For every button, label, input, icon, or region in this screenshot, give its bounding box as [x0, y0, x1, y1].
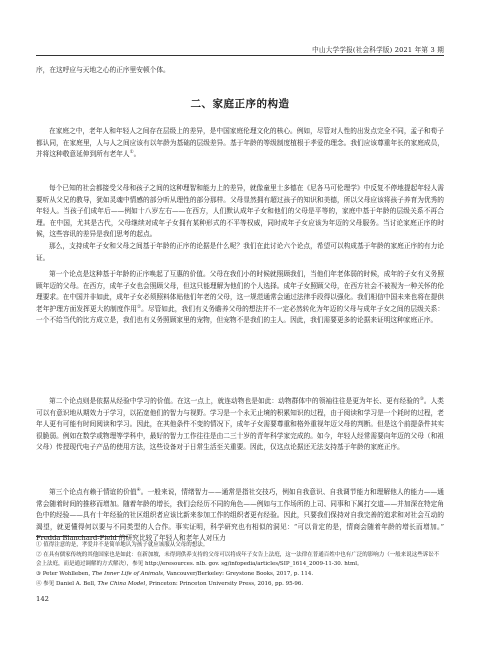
- paragraph-5: [36, 396, 444, 454]
- paragraph-3: 那么，支持成年子女和父母之间基于年龄的正序的论据是什么呢？我们在此讨论六个论点，希望可以构成基于年龄的家庭正序的有力论证。: [36, 242, 444, 262]
- footnote-2: [36, 551, 444, 568]
- footnote-ref-4[interactable]: ④: [136, 487, 141, 493]
- footnote-3: [36, 570, 444, 579]
- paragraph-6-text-a: 第三个论点有赖于情谊的价值: [49, 488, 137, 496]
- paragraph-6-text-b: 。一般来说，情绪智力——通常是指社交技巧，例如自我意识、自我调节能力和理解他人的能力——通常会随着时间的推移而增加。随着年龄的增长，我们会经历不同的角色——例如与工作场所的上司、同事和下属打交道——并加深在特定角色中的经验——具有十年经验的社区组织者应该比新来参加工作的组织者更有经验。因此，只要我们保持对自我完善的追求和对社会互动的渴望，就更懂得何以要与不同类型的人合作。事实证明，科学研究也有相似的洞见：“可以肯定的是，情商会随着年龄的增长而增加。” Fredda Blanchard-Field 的研究比较了年轻人和老年人对压力: [36, 488, 444, 543]
- footnote-1: [36, 541, 444, 550]
- footnote-rule: [36, 536, 128, 537]
- paragraph-1-text: 在家庭之中，老年人和年轻人之间存在层级上的差异，是中国家庭伦理文化的核心。例如，尽管对人性的出发点完全不同，孟子和荀子都认同，在家庭里，人与人之间应该有以年龄为基础的层级差异。基于年龄的等级制度植根于孝爱的理念。我们应该尊重年长的家庭成员，并将这种敬意延伸到所有老年人: [36, 127, 444, 159]
- footnote-text: 值得注意的是，孝爱并不是简单地认为孩子就应该服从父母的想法。: [43, 542, 209, 548]
- paragraph-5-text-a: 第二个论点则是依据从经验中学习的价值。在这一点上，就连动物也是如此：动物群体中的领袖往往是更为年长、更有经验的: [49, 397, 420, 405]
- paragraph-4: [36, 269, 444, 327]
- paragraph-1-end: 。: [133, 150, 141, 159]
- journal-name: 中山大学学报(社会科学版): [312, 46, 393, 54]
- paragraph-2: 每个已知的社会都接受父母和孩子之间的这种理智和能力上的差异，就像童里士多德在《尼各马可伦理学》中反复不停地提起年轻人需要听从父兄的教导，犹如灵魂中情感的部分听从理性的部分那样。父母显然拥有超过孩子的知识和美德，所以父母应该将孩子养育为优秀的年轻人。当孩子们成年后——例如十八岁左右——在西方，人们默认成年子女和他们的父母是平等的，家庭中基于年龄的层级关系不再合理。在中国，尤其是古代，父母继续对成年子女拥有某种形式的不平等权威，同时成年子女应该为年迈的父母服务。当讨论家庭正序的时候，这些容讯的差异是我们思考的起点。: [36, 184, 444, 239]
- footnote-ref-1[interactable]: ①: [129, 149, 134, 155]
- footnote-ref-3[interactable]: ③: [419, 396, 424, 402]
- section-title: 二、家庭正序的构造: [190, 98, 290, 110]
- continued-paragraph: 序，在这呼应与天地之心的正序里安顿个体。: [36, 66, 170, 74]
- running-header: [36, 44, 444, 54]
- page-number: 142: [36, 595, 49, 603]
- paragraph-5-text-b: 。人类可以有意识地从期效力于学习，以拓宽他们的智力与视野。学习是一个永无止境的积累知识的过程，由于阅读和学习是一个耗时的过程，老年人更有可能有时间阅读和学习。因此，在其他条件不变的情况下，成年子女需要尊重和格外重视年迈父母的判断。但是这个前提条件其实很脆弱。例如在数学或物理等学科中，最好的智力工作往往是由二三十岁的青年科学家完成的。如今，年轻人经常需要向年迈的父母（和祖父母）传授现代电子产品的使用方法，这些设备对于日常生活至关重要。因此，仅这点论据还无法支持基于年龄的家庭正序。: [36, 397, 444, 452]
- footnote-mark: ④: [36, 581, 42, 587]
- footnote-text: 在具有儒家传统的其他国家也是如此：在新加坡，未得到供养支持的父母可以将成年子女告上法庭，这一法律在普通百姓中也有广泛的影响力（一般来说这些诉讼不会上法庭，而是通过调解的方式解决），参见 http://eresources. nlb. gov. sg/infopedia/articles/SIP_1614_2009-11-30. html。: [36, 552, 440, 567]
- footnote-text-rest: , Princeton: Princeton University Press, 2016, pp. 95-96.: [145, 581, 304, 587]
- footnote-4: [36, 580, 444, 589]
- footnote-mark: ③: [36, 571, 41, 577]
- book-title: The China Model: [97, 581, 146, 587]
- footnote-text: 参见 Daniel A. Bell,: [43, 581, 98, 587]
- footnote-mark: ①: [36, 542, 42, 548]
- footnote-text: Peter Wohlleben,: [42, 571, 92, 577]
- header-rule: [36, 55, 444, 56]
- paragraph-4-text-b: 。尽管如此，我们有义务瞻养父母的想法并不一定必然转化为年迈的父母与成年子女之间的层级关系：一个不给当代的比方成立是，我们也有义务照顾家里的宠物，但宠物不是我们的主人。因此，我们需要更多的论据来证明这种家庭正序。: [36, 304, 445, 325]
- footnote-mark: ②: [36, 552, 42, 558]
- paragraph-1: [36, 126, 444, 161]
- year-issue: 2021 年第 3 期: [394, 46, 444, 54]
- footnote-ref-2[interactable]: ②: [137, 304, 142, 310]
- paragraph-4-text-a: 第一个论点是这种基于年龄的正序唤起了互惠的价值。父母在我们小的时候就照顾我们，当他们年老体弱的时候，成年的子女有义务照顾年迈的父母。在西方，成年子女也会照顾父母，但这只能理解为他们的个人选择。成年子女照顾父母，在西方社会不被视为一种关怀的伦理要求。在中国并非如此，成年子女必须照料体贴他们年老的父母，这一规范通常会通过法律手段得以强化。我们相信中国未来也将在提供老年护理方面发挥更大的制度作用: [36, 270, 444, 313]
- book-title: The Inner Life of Animals: [91, 571, 163, 577]
- footnote-text-rest: , Vancouver/Berkeley: Greystone Books, 2017, p. 114.: [162, 571, 314, 577]
